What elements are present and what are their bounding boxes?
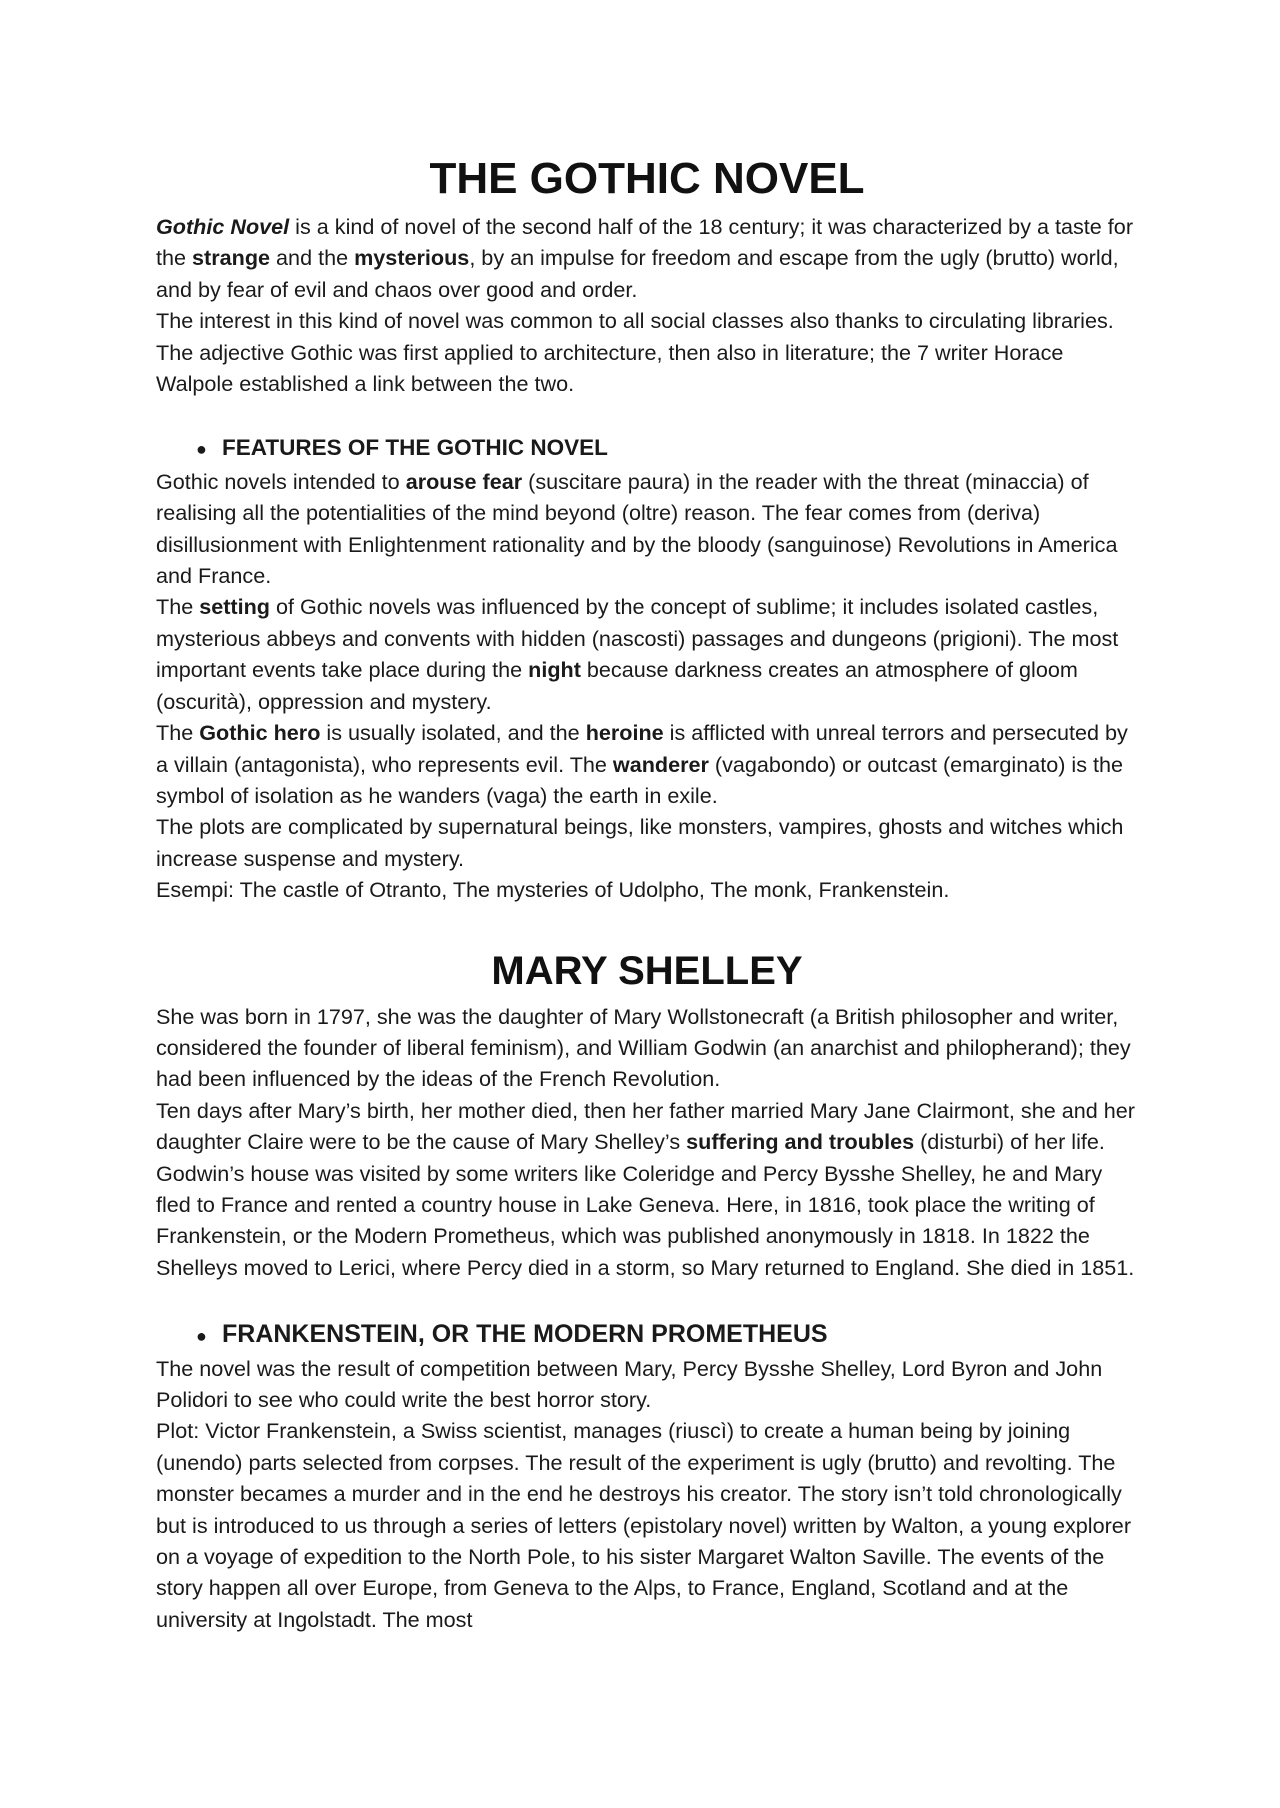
intro-paragraph-1: Gothic Novel is a kind of novel of the second half of the 18 century; it was characterized by a taste for the strange and the mysterious, by an impulse for freedom and escape from the ugly (brutto) world, and by fear of evil and chaos over good and order. [156, 214, 1134, 302]
frankenstein-heading [156, 1319, 1138, 1352]
features-heading [156, 432, 1138, 465]
shelley-paragraph-1: She was born in 1797, she was the daughter of Mary Wollstonecraft (a British philosopher and writer, considered the founder of liberal feminism), and William Godwin (an anarchist and philopherand); they had been influenced by the ideas of the French Revolution. [156, 1003, 1131, 1092]
frankenstein-paragraph-1: The novel was the result of competition between Mary, Percy Bysshe Shelley, Lord Byron and John Polidori to see who could write the best horror story. [156, 1355, 1103, 1412]
document-page [156, 150, 1138, 1635]
features-paragraph-3: The Gothic hero is usually isolated, and the heroine is afflicted with unreal terrors and persecuted by a villain (antagonista), who represents evil. The wanderer (vagabondo) or outcast (emarginato) is the symbol of isolation as he wanders (vaga) the earth in exile. [156, 720, 1128, 808]
features-paragraph-4: The plots are complicated by supernatural beings, like monsters, vampires, ghosts and witches which increase suspense and mystery. [156, 814, 1124, 871]
bullet-icon: ● [196, 1326, 207, 1347]
section-title-mary-shelley: MARY SHELLEY [491, 948, 803, 993]
intro-paragraph-2: The interest in this kind of novel was common to all social classes also thanks to circulating libraries. The adjective Gothic was first applied to architecture, then also in literature; the 7 writer Horace Walpole established a link between the two. [156, 308, 1114, 397]
frankenstein-heading-text: FRANKENSTEIN, OR THE MODERN PROMETHEUS [222, 1320, 828, 1349]
features-paragraph-1: Gothic novels intended to arouse fear (suscitare paura) in the reader with the threat (minaccia) of realising all the potentialities of the mind beyond (oltre) reason. The fear comes from (deriva) disillusionment with Enlightenment rationality and by the bloody (sanguinose) Revolutions in America and France. [156, 468, 1118, 589]
frankenstein-plot-paragraph: Plot: Victor Frankenstein, a Swiss scientist, manages (riuscì) to create a human being by joining (unendo) parts selected from corpses. The result of the experiment is ugly (brutto) and revolting. The monster becames a murder and in the end he destroys his creator. The story isn’t told chronologically but is introduced to us through a series of letters (epistolary novel) written by Walton, a young explorer on a voyage of expedition to the North Pole, to his sister Margaret Walton Saville. The events of the story happen all over Europe, from Geneva to the Alps, to France, England, Scotland and at the university at Ingolstadt. The most [156, 1418, 1132, 1632]
page-title: THE GOTHIC NOVEL [429, 154, 865, 203]
features-paragraph-2: The setting of Gothic novels was influenced by the concept of sublime; it includes isolated castles, mysterious abbeys and convents with hidden (nascosti) passages and dungeons (prigioni). The most important events take place during the night because darkness creates an atmosphere of gloom (oscurità), oppression and mystery. [156, 594, 1119, 714]
intro-lead-term: Gothic Novel [156, 214, 290, 239]
features-examples: Esempi: The castle of Otranto, The mysteries of Udolpho, The monk, Frankenstein. [156, 877, 950, 903]
bullet-icon: ● [196, 439, 207, 460]
features-heading-text: FEATURES OF THE GOTHIC NOVEL [222, 435, 608, 461]
shelley-paragraph-2: Ten days after Mary’s birth, her mother died, then her father married Mary Jane Clairmont, she and her daughter Claire were to be the cause of Mary Shelley’s suffering and troubles (disturbi) of her life. Godwin’s house was visited by some writers like Coleridge and Percy Bysshe Shelley, he and Mary fled to France and rented a country house in Lake Geneva. Here, in 1816, took place the writing of Frankenstein, or the Modern Prometheus, which was published anonymously in 1818. In 1822 the Shelleys moved to Lerici, where Percy died in a storm, so Mary returned to England. She died in 1851. [156, 1097, 1135, 1280]
